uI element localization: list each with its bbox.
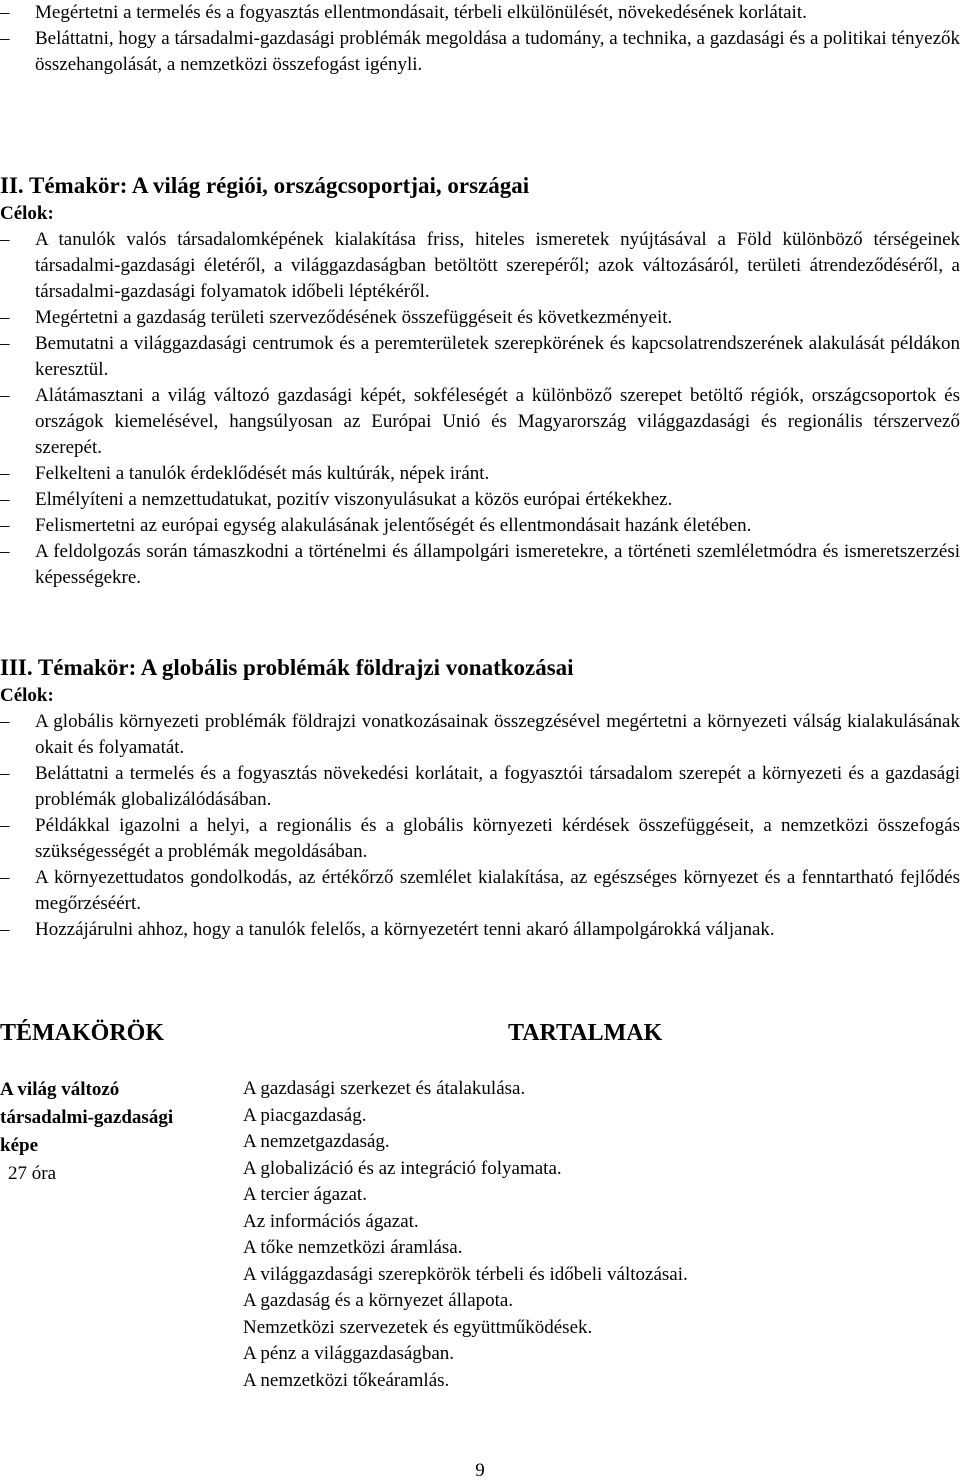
intro-goals <box>0 0 960 78</box>
content-item: A gazdasági szerkezet és átalakulása. <box>243 1078 526 1099</box>
list-item-text: Bemutatni a világgazdasági centrumok és a peremterületek szerepkörének és kapcsolatrendszerének alakulását példákon keresztül. <box>35 333 960 380</box>
content-item: Nemzetközi szervezetek és együttműködések. <box>243 1316 593 1338</box>
section-3-goals-label: Célok: <box>0 685 54 706</box>
list-item <box>0 539 960 591</box>
topic-hours: 27 óra <box>8 1163 57 1184</box>
list-item-text: A tanulók valós társadalomképének kialakítása friss, hiteles ismeretek nyújtásával a Föld különböző térségeinek társadalmi-gazdasági életéről, a világgazdaságban betöltött szerepéről; azok változásáról, területi átrendeződéséről, a társadalmi-gazdasági folyamatok időbeli léptékéről. <box>35 229 960 302</box>
list-item-text: A globális környezeti problémák földrajzi vonatkozásainak összegzésével megértetni a környezeti válság kialakulásának okait és folyamatát. <box>35 711 960 758</box>
topic-name-line: társadalmi-gazdasági <box>0 1107 174 1128</box>
dash-bullet: – <box>0 541 10 562</box>
list-item <box>0 513 960 539</box>
list-item <box>0 461 960 487</box>
page-number: 9 <box>475 1460 485 1481</box>
section-2 <box>0 171 960 591</box>
list-item <box>0 227 960 305</box>
content-item: A világgazdasági szerepkörök térbeli és időbeli változásai. <box>243 1263 688 1285</box>
list-item <box>0 917 960 943</box>
content-item: A gazdaság és a környezet állapota. <box>243 1290 514 1311</box>
list-item-text: Példákkal igazolni a helyi, a regionális és a globális környezeti kérdések összefüggéseit, a nemzetközi összefogás szükségességét a problémák megoldásában. <box>35 815 960 862</box>
section-3 <box>0 653 960 943</box>
content-item: A nemzetgazdaság. <box>243 1131 390 1152</box>
content-item: A pénz a világgazdaságban. <box>243 1343 455 1364</box>
topics-column-header: TÉMAKÖRÖK <box>0 1020 165 1046</box>
list-item-text: A környezettudatos gondolkodás, az értékőrző szemlélet kialakítása, az egészséges környezet és a fenntartható fejlődés megőrzéséért. <box>35 867 960 914</box>
list-item-text: Elmélyíteni a nemzettudatukat, pozitív viszonyulásukat a közös európai értékekhez. <box>35 489 673 510</box>
dash-bullet: – <box>0 763 10 784</box>
dash-bullet: – <box>0 815 10 836</box>
list-item-text: Beláttatni a termelés és a fogyasztás növekedési korlátait, a fogyasztói társadalom szerepét a környezeti és a gazdasági problémák globalizálódásában. <box>35 763 960 810</box>
dash-bullet: – <box>0 333 10 354</box>
contents-list <box>243 1076 943 1394</box>
dash-bullet: – <box>0 385 10 406</box>
list-item-text: Hozzájárulni ahhoz, hogy a tanulók felelős, a környezetért tenni akaró állampolgárokká váljanak. <box>35 919 775 940</box>
dash-bullet: – <box>0 463 10 484</box>
content-item: A nemzetközi tőkeáramlás. <box>243 1369 450 1391</box>
intro-goals-list <box>0 0 960 78</box>
dash-bullet: – <box>0 307 10 328</box>
content-item: Az információs ágazat. <box>243 1210 419 1232</box>
list-item-text: Beláttatni, hogy a társadalmi-gazdasági problémák megoldása a tudomány, a technika, a gazdasági és a politikai tényezők összehangolását, a nemzetközi összefogást igényli. <box>35 28 960 75</box>
list-item <box>0 813 960 865</box>
list-item-text: Megértetni a termelés és a fogyasztás ellentmondásait, térbeli elkülönülését, növekedésének korlátait. <box>35 2 807 23</box>
contents-column-header: TARTALMAK <box>508 1020 663 1046</box>
list-item <box>0 487 960 513</box>
dash-bullet: – <box>0 2 10 23</box>
list-item <box>0 26 960 78</box>
section-3-title: III. Témakör: A globális problémák földrajzi vonatkozásai <box>0 655 574 680</box>
list-item-text: Megértetni a gazdaság területi szerveződésének összefüggéseit és következményeit. <box>35 307 673 328</box>
topic-name-line: A világ változó <box>0 1079 120 1100</box>
section-3-goals-list <box>0 709 960 943</box>
dash-bullet: – <box>0 711 10 732</box>
list-item <box>0 383 960 461</box>
section-2-title: II. Témakör: A világ régiói, országcsoportjai, országai <box>0 173 530 198</box>
topic-name-line: képe <box>0 1135 38 1156</box>
section-2-goals-label: Célok: <box>0 203 54 224</box>
content-item: A tercier ágazat. <box>243 1184 367 1205</box>
content-item: A tőke nemzetközi áramlása. <box>243 1237 463 1258</box>
list-item-text: Felkelteni a tanulók érdeklődését más kultúrák, népek iránt. <box>35 463 490 484</box>
list-item <box>0 709 960 761</box>
dash-bullet: – <box>0 919 10 940</box>
dash-bullet: – <box>0 515 10 536</box>
section-2-goals-list <box>0 227 960 591</box>
list-item-text: Alátámasztani a világ változó gazdasági képét, sokféleségét a különböző szerepet betöltő régiók, országcsoportok és országok kiemelésével, hangsúlyosan az Európai Unió és Magyarország világgazdasági és regionális térszervező szerepét. <box>35 385 960 458</box>
list-item <box>0 305 960 331</box>
dash-bullet: – <box>0 489 10 510</box>
list-item-text: Felismertetni az európai egység alakulásának jelentőségét és ellentmondásait hazánk életében. <box>35 515 752 536</box>
list-item <box>0 0 960 26</box>
content-item: A globalizáció és az integráció folyamata. <box>243 1157 562 1179</box>
dash-bullet: – <box>0 28 10 49</box>
dash-bullet: – <box>0 229 10 250</box>
topic-cell <box>0 1076 230 1188</box>
list-item <box>0 331 960 383</box>
list-item <box>0 761 960 813</box>
content-item: A piacgazdaság. <box>243 1104 367 1126</box>
dash-bullet: – <box>0 867 10 888</box>
list-item-text: A feldolgozás során támaszkodni a történelmi és állampolgári ismeretekre, a történeti szemléletmódra és ismeretszerzési képességekre. <box>35 541 960 588</box>
list-item <box>0 865 960 917</box>
